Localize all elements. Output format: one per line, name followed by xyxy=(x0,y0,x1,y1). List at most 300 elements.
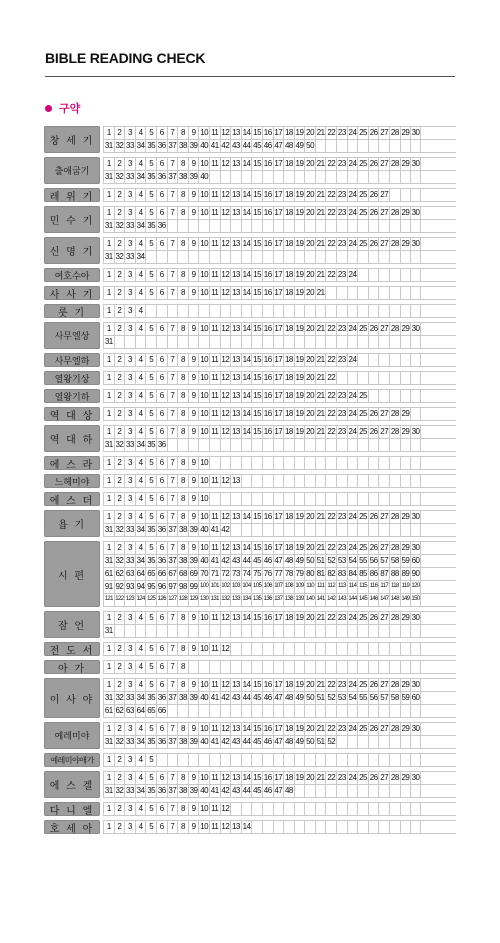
chapter-checkbox[interactable]: 9 xyxy=(188,207,199,219)
chapter-checkbox[interactable]: 27 xyxy=(380,159,389,168)
chapter-checkbox[interactable]: 26 xyxy=(369,409,378,418)
chapter-checkbox[interactable]: 20 xyxy=(306,373,315,382)
chapter-checkbox[interactable]: 138 xyxy=(283,594,294,606)
chapter-checkbox[interactable]: 40 xyxy=(200,693,209,702)
chapter-checkbox[interactable]: 34 xyxy=(136,141,145,150)
chapter-checkbox[interactable]: 5 xyxy=(145,323,156,335)
chapter-checkbox[interactable]: 34 xyxy=(136,737,145,746)
chapter-checkbox[interactable] xyxy=(400,251,411,263)
chapter-checkbox[interactable]: 55 xyxy=(359,556,367,565)
chapter-checkbox[interactable]: 13 xyxy=(231,270,240,279)
chapter-checkbox[interactable]: 27 xyxy=(380,128,389,137)
chapter-checkbox[interactable]: 3 xyxy=(124,269,135,281)
chapter-checkbox[interactable] xyxy=(368,643,379,655)
chapter-checkbox[interactable]: 14 xyxy=(242,239,251,248)
chapter-checkbox[interactable] xyxy=(336,251,347,263)
chapter-checkbox[interactable]: 23 xyxy=(337,159,346,168)
chapter-checkbox[interactable]: 7 xyxy=(167,287,178,299)
chapter-checkbox[interactable] xyxy=(251,661,262,673)
chapter-checkbox[interactable] xyxy=(209,661,220,673)
chapter-checkbox[interactable] xyxy=(347,220,358,232)
chapter-checkbox[interactable]: 8 xyxy=(177,189,188,201)
chapter-checkbox[interactable]: 62 xyxy=(115,706,124,715)
chapter-checkbox[interactable] xyxy=(294,821,305,833)
chapter-checkbox[interactable] xyxy=(336,305,347,317)
chapter-checkbox[interactable]: 29 xyxy=(401,680,410,689)
chapter-checkbox[interactable]: 4 xyxy=(135,475,146,487)
chapter-checkbox[interactable]: 10 xyxy=(200,613,209,622)
chapter-checkbox[interactable]: 8 xyxy=(177,408,188,420)
chapter-checkbox[interactable]: 95 xyxy=(147,582,156,591)
chapter-checkbox[interactable]: 9 xyxy=(188,158,199,170)
chapter-checkbox[interactable]: 7 xyxy=(167,158,178,170)
chapter-checkbox[interactable]: 136 xyxy=(262,594,273,606)
chapter-checkbox[interactable]: 12 xyxy=(221,373,230,382)
chapter-checkbox[interactable]: 11 xyxy=(209,287,220,299)
chapter-checkbox[interactable] xyxy=(304,524,315,536)
chapter-checkbox[interactable]: 3 xyxy=(124,189,135,201)
chapter-checkbox[interactable] xyxy=(241,305,252,317)
chapter-checkbox[interactable]: 9 xyxy=(188,238,199,250)
chapter-checkbox[interactable]: 9 xyxy=(188,821,199,833)
chapter-checkbox[interactable]: 12 xyxy=(221,270,230,279)
chapter-checkbox[interactable]: 16 xyxy=(263,773,272,782)
chapter-checkbox[interactable]: 13 xyxy=(231,613,240,622)
chapter-checkbox[interactable]: 5 xyxy=(145,372,156,384)
chapter-checkbox[interactable] xyxy=(410,643,421,655)
chapter-checkbox[interactable]: 24 xyxy=(348,543,357,552)
chapter-checkbox[interactable]: 25 xyxy=(359,391,367,400)
chapter-checkbox[interactable] xyxy=(188,754,199,766)
chapter-checkbox[interactable] xyxy=(389,754,400,766)
chapter-checkbox[interactable] xyxy=(389,140,400,152)
chapter-checkbox[interactable] xyxy=(283,625,294,637)
chapter-checkbox[interactable] xyxy=(188,220,199,232)
chapter-checkbox[interactable] xyxy=(325,803,336,815)
chapter-checkbox[interactable]: 10 xyxy=(200,239,209,248)
chapter-checkbox[interactable]: 11 xyxy=(209,372,220,384)
chapter-checkbox[interactable]: 77 xyxy=(274,569,283,578)
chapter-checkbox[interactable]: 4 xyxy=(135,754,146,766)
chapter-checkbox[interactable] xyxy=(410,354,421,366)
chapter-checkbox[interactable] xyxy=(400,736,411,748)
chapter-checkbox[interactable]: 48 xyxy=(284,786,293,795)
chapter-checkbox[interactable]: 5 xyxy=(145,643,156,655)
chapter-checkbox[interactable] xyxy=(410,524,421,536)
chapter-checkbox[interactable] xyxy=(209,493,220,505)
chapter-checkbox[interactable]: 3 xyxy=(124,457,135,469)
chapter-checkbox[interactable]: 132 xyxy=(220,594,231,606)
chapter-checkbox[interactable]: 73 xyxy=(231,569,240,578)
chapter-checkbox[interactable]: 2 xyxy=(114,372,125,384)
chapter-checkbox[interactable]: 23 xyxy=(337,724,346,733)
chapter-checkbox[interactable]: 2 xyxy=(114,493,125,505)
chapter-checkbox[interactable]: 7 xyxy=(167,127,178,139)
chapter-checkbox[interactable] xyxy=(283,439,294,451)
chapter-checkbox[interactable]: 35 xyxy=(147,221,156,230)
chapter-checkbox[interactable]: 2 xyxy=(114,679,125,691)
chapter-checkbox[interactable]: 18 xyxy=(284,373,293,382)
chapter-checkbox[interactable] xyxy=(273,251,284,263)
chapter-checkbox[interactable]: 3 xyxy=(124,542,135,554)
chapter-checkbox[interactable]: 102 xyxy=(220,581,231,593)
chapter-checkbox[interactable] xyxy=(230,493,241,505)
chapter-checkbox[interactable] xyxy=(378,140,389,152)
chapter-checkbox[interactable] xyxy=(294,785,305,797)
chapter-checkbox[interactable] xyxy=(357,354,368,366)
chapter-checkbox[interactable]: 33 xyxy=(126,221,134,230)
chapter-checkbox[interactable] xyxy=(347,785,358,797)
chapter-checkbox[interactable]: 19 xyxy=(295,239,304,248)
chapter-checkbox[interactable]: 11 xyxy=(209,612,220,624)
chapter-checkbox[interactable] xyxy=(273,705,284,717)
chapter-checkbox[interactable]: 8 xyxy=(177,238,188,250)
chapter-checkbox[interactable]: 3 xyxy=(124,803,135,815)
chapter-checkbox[interactable]: 13 xyxy=(231,822,240,831)
chapter-checkbox[interactable]: 96 xyxy=(157,582,166,591)
chapter-checkbox[interactable] xyxy=(251,305,262,317)
chapter-checkbox[interactable] xyxy=(347,287,358,299)
chapter-checkbox[interactable]: 3 xyxy=(124,643,135,655)
chapter-checkbox[interactable]: 26 xyxy=(369,239,378,248)
chapter-checkbox[interactable]: 149 xyxy=(400,594,411,606)
chapter-checkbox[interactable]: 37 xyxy=(168,737,177,746)
chapter-checkbox[interactable]: 31 xyxy=(104,141,113,150)
chapter-checkbox[interactable]: 4 xyxy=(135,287,146,299)
chapter-checkbox[interactable] xyxy=(294,475,305,487)
chapter-checkbox[interactable]: 5 xyxy=(145,475,156,487)
chapter-checkbox[interactable] xyxy=(400,189,411,201)
chapter-checkbox[interactable]: 124 xyxy=(135,594,146,606)
chapter-checkbox[interactable] xyxy=(410,251,421,263)
chapter-checkbox[interactable]: 8 xyxy=(177,679,188,691)
chapter-checkbox[interactable] xyxy=(325,785,336,797)
chapter-checkbox[interactable] xyxy=(368,705,379,717)
chapter-checkbox[interactable]: 15 xyxy=(253,512,262,521)
chapter-checkbox[interactable]: 38 xyxy=(179,786,187,795)
chapter-checkbox[interactable]: 9 xyxy=(188,127,199,139)
chapter-checkbox[interactable] xyxy=(400,754,411,766)
chapter-checkbox[interactable]: 27 xyxy=(380,543,389,552)
chapter-checkbox[interactable] xyxy=(294,661,305,673)
chapter-checkbox[interactable] xyxy=(177,705,188,717)
chapter-checkbox[interactable]: 6 xyxy=(156,390,167,402)
chapter-checkbox[interactable]: 24 xyxy=(348,512,357,521)
chapter-checkbox[interactable]: 38 xyxy=(179,556,187,565)
chapter-checkbox[interactable]: 19 xyxy=(295,373,304,382)
chapter-checkbox[interactable]: 2 xyxy=(114,643,125,655)
chapter-checkbox[interactable] xyxy=(389,643,400,655)
chapter-checkbox[interactable]: 3 xyxy=(124,238,135,250)
chapter-checkbox[interactable]: 17 xyxy=(274,373,283,382)
chapter-checkbox[interactable]: 21 xyxy=(316,427,325,436)
chapter-checkbox[interactable]: 21 xyxy=(316,724,325,733)
chapter-checkbox[interactable]: 26 xyxy=(369,159,378,168)
chapter-checkbox[interactable]: 16 xyxy=(263,270,272,279)
chapter-checkbox[interactable]: 9 xyxy=(188,643,199,655)
chapter-checkbox[interactable]: 24 xyxy=(348,270,357,279)
chapter-checkbox[interactable]: 53 xyxy=(337,556,346,565)
chapter-checkbox[interactable]: 12 xyxy=(221,159,230,168)
chapter-checkbox[interactable]: 8 xyxy=(177,612,188,624)
chapter-checkbox[interactable]: 22 xyxy=(327,512,336,521)
chapter-checkbox[interactable] xyxy=(389,661,400,673)
chapter-checkbox[interactable]: 6 xyxy=(156,643,167,655)
chapter-checkbox[interactable]: 4 xyxy=(135,723,146,735)
chapter-checkbox[interactable]: 26 xyxy=(369,613,378,622)
chapter-checkbox[interactable]: 128 xyxy=(177,594,188,606)
chapter-checkbox[interactable]: 57 xyxy=(380,693,389,702)
chapter-checkbox[interactable]: 17 xyxy=(274,680,283,689)
chapter-checkbox[interactable]: 111 xyxy=(315,581,326,593)
chapter-checkbox[interactable]: 1 xyxy=(103,287,114,299)
chapter-checkbox[interactable]: 2 xyxy=(114,238,125,250)
chapter-checkbox[interactable] xyxy=(357,625,368,637)
chapter-checkbox[interactable]: 28 xyxy=(390,613,399,622)
chapter-checkbox[interactable]: 36 xyxy=(157,525,166,534)
chapter-checkbox[interactable]: 18 xyxy=(284,613,293,622)
chapter-checkbox[interactable]: 29 xyxy=(401,409,410,418)
chapter-checkbox[interactable]: 6 xyxy=(156,354,167,366)
chapter-checkbox[interactable] xyxy=(400,457,411,469)
chapter-checkbox[interactable] xyxy=(145,336,156,348)
chapter-checkbox[interactable]: 29 xyxy=(401,543,410,552)
chapter-checkbox[interactable]: 19 xyxy=(295,512,304,521)
chapter-checkbox[interactable] xyxy=(389,305,400,317)
chapter-checkbox[interactable]: 20 xyxy=(306,239,315,248)
chapter-checkbox[interactable]: 11 xyxy=(209,542,220,554)
chapter-checkbox[interactable]: 17 xyxy=(274,128,283,137)
chapter-checkbox[interactable] xyxy=(368,803,379,815)
chapter-checkbox[interactable]: 3 xyxy=(124,821,135,833)
chapter-checkbox[interactable] xyxy=(262,305,273,317)
chapter-checkbox[interactable]: 2 xyxy=(114,354,125,366)
chapter-checkbox[interactable] xyxy=(378,457,389,469)
chapter-checkbox[interactable]: 15 xyxy=(253,355,262,364)
chapter-checkbox[interactable] xyxy=(389,785,400,797)
chapter-checkbox[interactable]: 114 xyxy=(347,581,358,593)
chapter-checkbox[interactable]: 150 xyxy=(410,594,421,606)
chapter-checkbox[interactable]: 46 xyxy=(263,141,272,150)
chapter-checkbox[interactable]: 66 xyxy=(157,706,166,715)
chapter-checkbox[interactable] xyxy=(378,287,389,299)
chapter-checkbox[interactable] xyxy=(315,803,326,815)
chapter-checkbox[interactable]: 5 xyxy=(145,408,156,420)
chapter-checkbox[interactable]: 7 xyxy=(167,238,178,250)
chapter-checkbox[interactable]: 14 xyxy=(242,773,251,782)
chapter-checkbox[interactable]: 15 xyxy=(253,724,262,733)
chapter-checkbox[interactable]: 10 xyxy=(200,128,209,137)
chapter-checkbox[interactable]: 11 xyxy=(209,127,220,139)
chapter-checkbox[interactable]: 15 xyxy=(253,427,262,436)
chapter-checkbox[interactable] xyxy=(241,705,252,717)
chapter-checkbox[interactable]: 21 xyxy=(316,773,325,782)
chapter-checkbox[interactable] xyxy=(389,336,400,348)
chapter-checkbox[interactable]: 28 xyxy=(390,208,399,217)
chapter-checkbox[interactable]: 41 xyxy=(210,525,219,534)
chapter-checkbox[interactable]: 6 xyxy=(156,158,167,170)
chapter-checkbox[interactable]: 23 xyxy=(337,680,346,689)
chapter-checkbox[interactable]: 110 xyxy=(304,581,315,593)
chapter-checkbox[interactable] xyxy=(357,661,368,673)
chapter-checkbox[interactable] xyxy=(251,171,262,183)
chapter-checkbox[interactable]: 47 xyxy=(274,737,283,746)
chapter-checkbox[interactable]: 5 xyxy=(145,158,156,170)
chapter-checkbox[interactable]: 2 xyxy=(114,127,125,139)
chapter-checkbox[interactable]: 20 xyxy=(306,270,315,279)
chapter-checkbox[interactable] xyxy=(167,439,178,451)
chapter-checkbox[interactable]: 31 xyxy=(104,252,113,261)
chapter-checkbox[interactable]: 16 xyxy=(263,391,272,400)
chapter-checkbox[interactable] xyxy=(336,524,347,536)
chapter-checkbox[interactable]: 25 xyxy=(359,190,367,199)
chapter-checkbox[interactable] xyxy=(262,251,273,263)
chapter-checkbox[interactable] xyxy=(389,475,400,487)
chapter-checkbox[interactable] xyxy=(378,524,389,536)
chapter-checkbox[interactable]: 43 xyxy=(231,693,240,702)
chapter-checkbox[interactable]: 119 xyxy=(400,581,411,593)
chapter-checkbox[interactable]: 18 xyxy=(284,427,293,436)
chapter-checkbox[interactable]: 20 xyxy=(306,427,315,436)
chapter-checkbox[interactable] xyxy=(262,171,273,183)
chapter-checkbox[interactable]: 3 xyxy=(124,390,135,402)
chapter-checkbox[interactable]: 30 xyxy=(411,724,420,733)
chapter-checkbox[interactable] xyxy=(389,390,400,402)
chapter-checkbox[interactable]: 6 xyxy=(156,323,167,335)
chapter-checkbox[interactable] xyxy=(389,524,400,536)
chapter-checkbox[interactable] xyxy=(410,390,421,402)
chapter-checkbox[interactable]: 34 xyxy=(136,786,145,795)
chapter-checkbox[interactable]: 5 xyxy=(145,493,156,505)
chapter-checkbox[interactable]: 40 xyxy=(200,141,209,150)
chapter-checkbox[interactable]: 17 xyxy=(274,208,283,217)
chapter-checkbox[interactable]: 26 xyxy=(369,190,378,199)
chapter-checkbox[interactable]: 25 xyxy=(359,208,367,217)
chapter-checkbox[interactable]: 16 xyxy=(263,512,272,521)
chapter-checkbox[interactable] xyxy=(304,661,315,673)
chapter-checkbox[interactable]: 104 xyxy=(241,581,252,593)
chapter-checkbox[interactable]: 48 xyxy=(284,141,293,150)
chapter-checkbox[interactable] xyxy=(262,336,273,348)
chapter-checkbox[interactable] xyxy=(251,803,262,815)
chapter-checkbox[interactable]: 78 xyxy=(284,569,293,578)
chapter-checkbox[interactable] xyxy=(378,251,389,263)
chapter-checkbox[interactable]: 34 xyxy=(136,172,145,181)
chapter-checkbox[interactable]: 19 xyxy=(295,427,304,436)
chapter-checkbox[interactable]: 44 xyxy=(242,556,251,565)
chapter-checkbox[interactable] xyxy=(209,457,220,469)
chapter-checkbox[interactable]: 126 xyxy=(156,594,167,606)
chapter-checkbox[interactable] xyxy=(389,372,400,384)
chapter-checkbox[interactable] xyxy=(410,705,421,717)
chapter-checkbox[interactable]: 12 xyxy=(221,476,230,485)
chapter-checkbox[interactable]: 46 xyxy=(263,786,272,795)
chapter-checkbox[interactable] xyxy=(135,336,146,348)
chapter-checkbox[interactable] xyxy=(230,524,241,536)
chapter-checkbox[interactable]: 1 xyxy=(103,511,114,523)
chapter-checkbox[interactable] xyxy=(294,336,305,348)
chapter-checkbox[interactable]: 29 xyxy=(401,427,410,436)
chapter-checkbox[interactable]: 123 xyxy=(124,594,135,606)
chapter-checkbox[interactable]: 22 xyxy=(327,355,336,364)
chapter-checkbox[interactable] xyxy=(230,305,241,317)
chapter-checkbox[interactable] xyxy=(368,493,379,505)
chapter-checkbox[interactable] xyxy=(347,457,358,469)
chapter-checkbox[interactable]: 4 xyxy=(135,803,146,815)
chapter-checkbox[interactable] xyxy=(389,354,400,366)
chapter-checkbox[interactable] xyxy=(177,305,188,317)
chapter-checkbox[interactable]: 6 xyxy=(156,408,167,420)
chapter-checkbox[interactable] xyxy=(400,354,411,366)
chapter-checkbox[interactable]: 63 xyxy=(126,706,134,715)
chapter-checkbox[interactable] xyxy=(410,220,421,232)
chapter-checkbox[interactable] xyxy=(188,251,199,263)
chapter-checkbox[interactable]: 7 xyxy=(167,372,178,384)
chapter-checkbox[interactable]: 2 xyxy=(114,269,125,281)
chapter-checkbox[interactable]: 144 xyxy=(347,594,358,606)
chapter-checkbox[interactable]: 24 xyxy=(348,613,357,622)
chapter-checkbox[interactable] xyxy=(347,736,358,748)
chapter-checkbox[interactable] xyxy=(389,705,400,717)
chapter-checkbox[interactable] xyxy=(357,372,368,384)
chapter-checkbox[interactable]: 23 xyxy=(337,128,346,137)
chapter-checkbox[interactable]: 12 xyxy=(221,822,230,831)
chapter-checkbox[interactable] xyxy=(378,439,389,451)
chapter-checkbox[interactable] xyxy=(315,493,326,505)
chapter-checkbox[interactable] xyxy=(209,754,220,766)
chapter-checkbox[interactable]: 22 xyxy=(327,159,336,168)
chapter-checkbox[interactable]: 18 xyxy=(284,288,293,297)
chapter-checkbox[interactable] xyxy=(156,625,167,637)
chapter-checkbox[interactable]: 8 xyxy=(177,542,188,554)
chapter-checkbox[interactable]: 66 xyxy=(157,569,166,578)
chapter-checkbox[interactable]: 16 xyxy=(263,128,272,137)
chapter-checkbox[interactable]: 22 xyxy=(327,270,336,279)
chapter-checkbox[interactable] xyxy=(400,643,411,655)
chapter-checkbox[interactable] xyxy=(368,140,379,152)
chapter-checkbox[interactable]: 26 xyxy=(369,543,378,552)
chapter-checkbox[interactable]: 43 xyxy=(231,141,240,150)
chapter-checkbox[interactable] xyxy=(145,625,156,637)
chapter-checkbox[interactable] xyxy=(347,754,358,766)
chapter-checkbox[interactable]: 6 xyxy=(156,542,167,554)
chapter-checkbox[interactable]: 60 xyxy=(411,693,420,702)
chapter-checkbox[interactable]: 5 xyxy=(145,127,156,139)
chapter-checkbox[interactable]: 4 xyxy=(135,189,146,201)
chapter-checkbox[interactable]: 10 xyxy=(200,208,209,217)
chapter-checkbox[interactable] xyxy=(410,785,421,797)
chapter-checkbox[interactable]: 12 xyxy=(221,680,230,689)
chapter-checkbox[interactable]: 16 xyxy=(263,324,272,333)
chapter-checkbox[interactable] xyxy=(304,803,315,815)
chapter-checkbox[interactable]: 9 xyxy=(188,475,199,487)
chapter-checkbox[interactable] xyxy=(145,251,156,263)
chapter-checkbox[interactable] xyxy=(251,220,262,232)
chapter-checkbox[interactable]: 5 xyxy=(145,821,156,833)
chapter-checkbox[interactable]: 17 xyxy=(274,391,283,400)
chapter-checkbox[interactable] xyxy=(357,171,368,183)
chapter-checkbox[interactable] xyxy=(315,305,326,317)
chapter-checkbox[interactable]: 24 xyxy=(348,128,357,137)
chapter-checkbox[interactable]: 7 xyxy=(167,354,178,366)
chapter-checkbox[interactable] xyxy=(304,220,315,232)
chapter-checkbox[interactable] xyxy=(378,305,389,317)
chapter-checkbox[interactable]: 13 xyxy=(231,724,240,733)
chapter-checkbox[interactable]: 17 xyxy=(274,288,283,297)
chapter-checkbox[interactable]: 8 xyxy=(177,372,188,384)
chapter-checkbox[interactable]: 72 xyxy=(221,569,230,578)
chapter-checkbox[interactable]: 64 xyxy=(136,706,145,715)
